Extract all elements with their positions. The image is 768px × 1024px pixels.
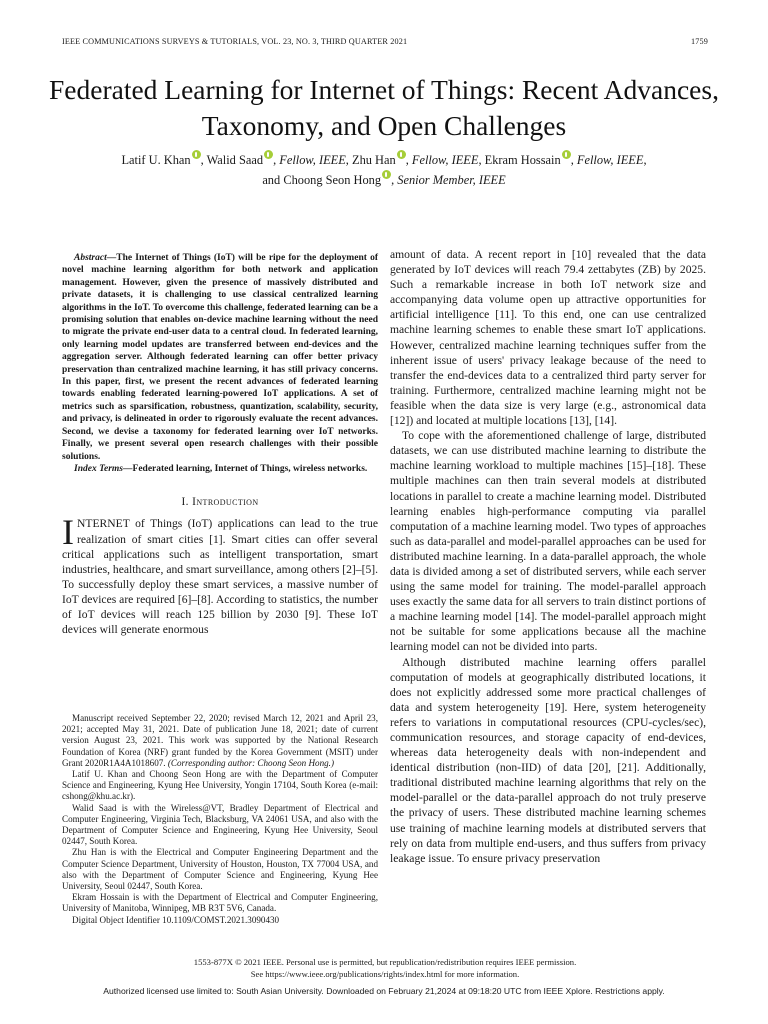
author-role: Fellow, IEEE — [279, 153, 346, 167]
orcid-icon[interactable] — [382, 170, 391, 179]
index-terms-text: Federated learning, Internet of Things, wireless networks. — [132, 463, 368, 474]
intro-text: NTERNET of Things (IoT) applications can lead to the true realization of smart cities [1]. Smart cities can offer several critical applications such as intelligent transportation, smart industries, healthcare, and smart surveillance, among others [2]–[5]. To successfully deploy these smart services, a massive number of IoT devices are required [6]–[8]. According to statistics, the number of IoT devices will reach 125 billion by 2030 [9]. These IoT devices will generate enormous — [62, 517, 378, 637]
orcid-icon[interactable] — [192, 150, 201, 159]
rights-link[interactable]: See https://www.ieee.org/publications/rights/index.html for more information. — [250, 969, 520, 979]
footnote-affiliation: Zhu Han is with the Electrical and Computer Engineering Department and the Computer Science Department, University of Houston, Houston, TX 77004 USA, and also with the Department of Computer Science and Engineering, Kyung Hee University, Seoul 02447, South Korea. — [62, 847, 378, 892]
copyright-line: 1553-877X © 2021 IEEE. Personal use is permitted, but republication/redistribution requires IEEE permission. — [193, 957, 577, 967]
author-name: Choong Seon Hong — [283, 173, 382, 187]
body-paragraph: Although distributed machine learning offers parallel computation of models at geographically distributed locations, it does not explicitly addressed some more practical challenges of data and system heterogeneity [19]. Here, system heterogeneity refers to variations in computational resources (CPU-cycles/sec), communication resources, and storage capacity of end-devices, whereas data heterogeneity deals with non-independent and identical distribution (non-IID) of data [20], [21]. Additionally, traditional distributed machine learning algorithms that rely on the model-parallel or the data-parallel approach do not truly preserve the privacy of users. These distributed machine learning schemes use training of machine learning models at distributed servers that rely on data from multiple end-users, and thus suffers from privacy leakage issue. To ensure privacy preservation — [390, 655, 706, 865]
copyright-notice — [62, 956, 708, 980]
authorized-use-notice: Authorized licensed use limited to: South Asian University. Downloaded on February 21,2024 at 09:18:20 UTC from IEEE Xplore. Restrictions apply. — [103, 986, 665, 996]
author-name: Ekram Hossain — [484, 153, 561, 167]
footnote-affiliation: Ekram Hossain is with the Department of Electrical and Computer Engineering, University of Manitoba, Winnipeg, MB R3T 5V6, Canada. — [62, 892, 378, 914]
running-header — [62, 37, 708, 46]
author-name: Walid Saad — [206, 153, 264, 167]
author-role: Fellow, IEEE — [411, 153, 479, 167]
journal-info: IEEE COMMUNICATIONS SURVEYS & TUTORIALS, VOL. 23, NO. 3, THIRD QUARTER 2021 — [62, 37, 408, 46]
footnote-manuscript — [62, 713, 378, 769]
orcid-icon[interactable] — [562, 150, 571, 159]
footnote-affiliation: Latif U. Khan and Choong Seon Hong are with the Department of Computer Science and Engineering, Kyung Hee University, Yongin 17104, South Korea (e-mail: cshong@khu.ac.kr). — [62, 769, 378, 802]
footnote-doi[interactable]: Digital Object Identifier 10.1109/COMST.2021.3090430 — [72, 914, 280, 925]
left-column — [62, 252, 378, 637]
abstract — [62, 252, 378, 463]
author-and: and — [262, 173, 281, 187]
section-heading-introduction: I. Introduction — [181, 496, 259, 509]
body-paragraph: To cope with the aforementioned challenge of large, distributed datasets, we can use distributed machine learning to distribute the machine learning workload to multiple machines [15]–[18]. These multiple machines can then train several models at distributed locations in parallel to create a machine learning model. Distributed learning enables high-performance computing via parallel computation of a machine learning model. Two types of approaches such as data-parallel and model-parallel approaches can be used for distributed machine learning. In a data-parallel approach, the whole data is divided among a set of distributed servers, while each server using the same model for training. The model-parallel approach uses exactly the same data for all servers to train distinct portions of a machine learning model [14]. The model-parallel approach might not be suitable for some applications because all the machine learning model can not be divided into parts. — [390, 429, 706, 654]
footnote-text: Manuscript received September 22, 2020; revised March 12, 2021 and April 23, 2021; accepted May 31, 2021. Date of publication June 18, 2021; date of current version August 23, 2021. This work was supported by the National Research Foundation of Korea (NRF) grant funded by the Korea Government (MSIT) under Grant 2020R1A4A1018607. — [62, 713, 378, 768]
author-role: Senior Member, IEEE — [397, 173, 506, 187]
author-name: Zhu Han — [352, 153, 396, 167]
author-name: Latif U. Khan — [121, 153, 191, 167]
page-number: 1759 — [691, 37, 708, 46]
index-terms-lead: Index Terms— — [74, 463, 133, 474]
body-paragraph: amount of data. A recent report in [10] revealed that the data generated by IoT devices will reach 79.4 zettabytes (ZB) by 2025. Such a remarkable increase in both IoT network size and accompanying data volume open up attractive opportunities for artificial intelligence [11]. To this end, one can use centralized machine learning schemes to enable these smart IoT applications. However, centralized machine learning techniques suffer from the inherent issue of users' privacy leakage because of the need to transfer the end-devices data to a centralized third party server for training. Furthermore, centralized machine learning might not be feasible when the data size is very large (e.g., astronomical data [12]) and located at multiple locations [13], [14]. — [390, 248, 706, 428]
intro-paragraph — [62, 512, 378, 637]
paper-title: Federated Learning for Internet of Things: Recent Advances, Taxonomy, and Open Challenges — [49, 74, 719, 141]
footnotes — [62, 713, 378, 926]
author-role: Fellow, IEEE — [576, 153, 644, 167]
index-terms — [62, 463, 378, 475]
abstract-lead: Abstract— — [74, 253, 117, 263]
abstract-text: The Internet of Things (IoT) will be ripe for the deployment of novel machine learning algorithm for both network and application management. However, given the presence of massively distributed and private datasets, it is challenging to use classical centralized learning algorithms in the IoT. To overcome this challenge, federated learning can be a promising solution that enables on-device machine learning without the need to migrate the private end-user data to a central cloud. In federated learning, only learning model updates are transferred between end-devices and the aggregation server. Although federated learning can offer better privacy preservation than centralized machine learning, it has still privacy concerns. In this paper, first, we present the recent advances of federated learning towards enabling federated learning-powered IoT applications. A set of metrics such as sparsification, robustness, quantization, scalability, security, and privacy, is delineated in order to rigorously evaluate the recent advances. Second, we devise a taxonomy for federated learning over IoT networks. Finally, we present several open research challenges with their possible solutions. — [62, 253, 378, 462]
author-list: Latif U. Khan , Walid Saad , Fellow, IEEE, Zhu Han , Fellow, IEEE, Ekram Hossain , Fellow, IEEE, and Choong Seon Hong , Senior Member, IEEE — [50, 150, 718, 190]
orcid-icon[interactable] — [397, 150, 406, 159]
corresponding-author: (Corresponding author: Choong Seon Hong.) — [167, 757, 334, 768]
dropcap-letter: I — [62, 512, 74, 553]
orcid-icon[interactable] — [264, 150, 273, 159]
right-column — [390, 247, 706, 866]
footnote-affiliation: Walid Saad is with the Wireless@VT, Bradley Department of Electrical and Computer Engineering, Virginia Tech, Blacksburg, VA 24061 USA, and also with the Department of Computer Science and Engineering, Kyung Hee University, Seoul 02447, South Korea. — [62, 802, 378, 847]
